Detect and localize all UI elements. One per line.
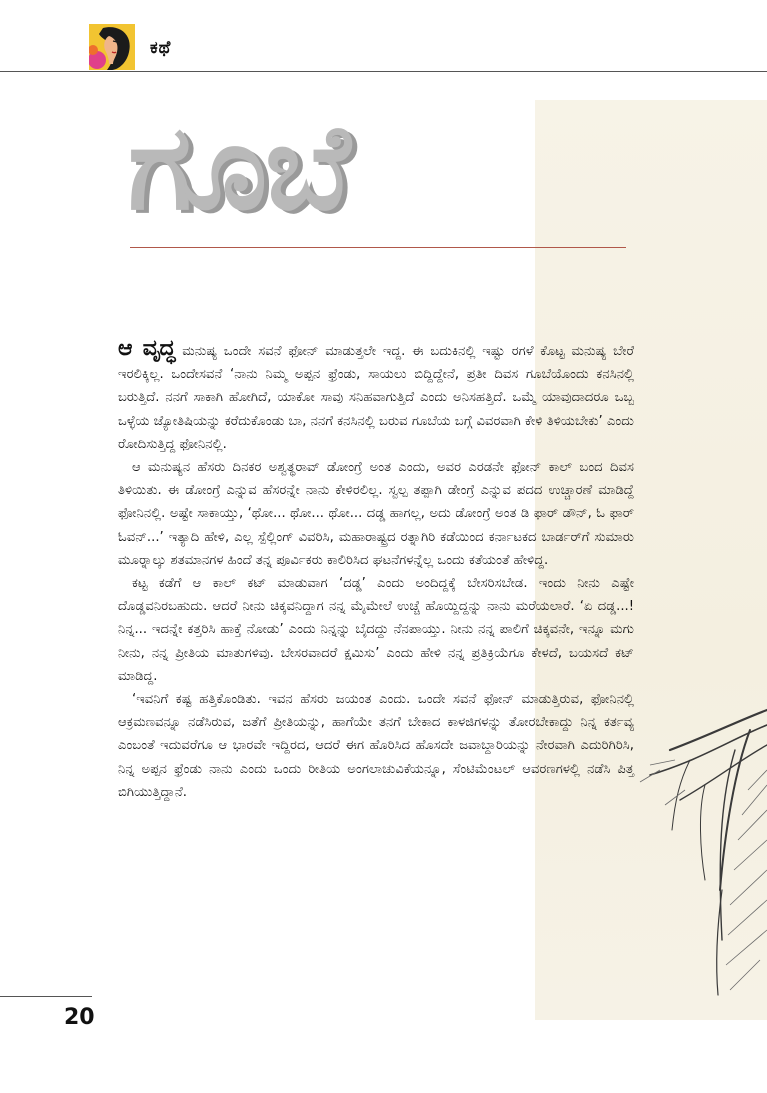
pencil-sketch-branches-icon [630,690,767,1010]
woman-profile-icon [89,24,135,70]
footer-divider [0,996,92,997]
article-body [118,337,634,804]
article-paragraph [118,337,634,456]
page-header [0,0,767,72]
article-paragraph: ‘ಇವನಿಗೆ ಕಷ್ಟ ಹತ್ತಿಕೊಂಡಿತು. ಇವನ ಹೆಸರು ಜಯಂತ ಎಂದು. ಒಂದೇ ಸವನೆ ಫೋನ್ ಮಾಡುತ್ತಿರುವ, ಫೋನಿನಲ್ಲಿ ಆಕ್ರಮಣವನ್ನೂ ನಡೆಸಿರುವ, ಜತೆಗೆ ಪ್ರೀತಿಯನ್ನು, ಹಾಗೆಯೇ ತನಗೆ ಬೇಕಾದ ಕಾಳಜಿಗಳನ್ನು ತೋರಬೇಕಾದ್ದು ನಿನ್ನ ಕರ್ತವ್ಯ ಎಂಬಂತೆ ಇದುವರೆಗೂ ಆ ಭಾರವೇ ಇದ್ದಿರದ, ಆದರೆ ಈಗ ಹೊರಿಸಿದ ಹೊಸದೇ ಜವಾಬ್ದಾರಿಯನ್ನು ನೇರವಾಗಿ ಎದುರಿಗಿರಿಸಿ, ನಿನ್ನ ಅಪ್ಪನ ಫ್ರೆಂಡು ನಾನು ಎಂದು ಒಂದು ರೀತಿಯ ಅಂಗಲಾಚುವಿಕೆಯನ್ನೂ, ಸೆಂಟಿಮೆಂಟಲ್ ಆವರಣಗಳಲ್ಲಿ ನಡೆಸಿ ಪಿತ್ತ ಬಿಗಿಯುತ್ತಿದ್ದಾನೆ. [118,692,634,800]
page-number: 20 [64,1005,95,1030]
article-paragraph: ಕಟ್ಟ ಕಡೆಗೆ ಆ ಕಾಲ್ ಕಟ್ ಮಾಡುವಾಗ ‘ದಡ್ಡ’ ಎಂದು ಅಂದಿದ್ದಕ್ಕೆ ಬೇಸರಿಸಬೇಡ. ಇಂದು ನೀನು ಎಷ್ಟೇ ದೊಡ್ಡವನಿರಬಹುದು. ಆದರೆ ನೀನು ಚಿಕ್ಕವನಿದ್ದಾಗ ನನ್ನ ಮೈಮೇಲೆ ಉಚ್ಚೆ ಹೊಯ್ದಿದ್ದನ್ನು ನಾನು ಮರೆಯಲಾರೆ. ‘ಏ ದಡ್ಡ...! ನಿನ್ನ... ಇದನ್ನೇ ಕತ್ತರಿಸಿ ಹಾಕ್ತೆ ನೋಡು’ ಎಂದು ನಿನ್ನನ್ನು ಬೈದದ್ದು ನೆನಪಾಯ್ತು. ನೀನು ನನ್ನ ಪಾಲಿಗೆ ಚಿಕ್ಕವನೇ, ಇನ್ನೂ ಮಗು ನೀನು, ನನ್ನ ಪ್ರೀತಿಯ ಮಾತುಗಳಿವು. ಬೇಸರವಾದರೆ ಕ್ಷಮಿಸು’ ಎಂದು ಹೇಳಿ ನನ್ನ ಪ್ರತಿಕ್ರಿಯೆಗೂ ಕೇಳದೆ, ಬಯಸದೆ ಕಟ್ ಮಾಡಿದ್ದ. [118,576,634,684]
section-label: ಕಥೆ [150,38,172,58]
article-paragraph: ಆ ಮನುಷ್ಯನ ಹೆಸರು ದಿನಕರ ಅಶ್ವತ್ಥರಾವ್ ಡೋಂಗ್ರೆ ಅಂತ ಎಂದು, ಅವರ ಎರಡನೇ ಫೋನ್ ಕಾಲ್ ಬಂದ ದಿವಸ ತಿಳಿಯಿತು. ಈ ಡೋಂಗ್ರೆ ಎನ್ನುವ ಹೆಸರನ್ನೇ ನಾನು ಕೇಳಿರಲಿಲ್ಲ. ಸ್ವಲ್ಪ ತಪ್ಪಾಗಿ ಡೇಂಗ್ರೆ ಎನ್ನುವ ಪದದ ಉಚ್ಚಾರಣೆ ಮಾಡಿದ್ದೆ ಫೋನಿನಲ್ಲಿ. ಅಷ್ಟೇ ಸಾಕಾಯ್ತು, ‘ಥೋ... ಥೋ... ಥೋ... ದಡ್ಡ ಹಾಗಲ್ಲ, ಅದು ಡೋಂಗ್ರೆ ಅಂತ ಡಿ ಫಾರ್ ಡೌನ್, ಓ ಫಾರ್ ಓವನ್...’ ಇತ್ಯಾದಿ ಹೇಳಿ, ಎಲ್ಲ ಸ್ಪೆಲ್ಲಿಂಗ್ ವಿವರಿಸಿ, ಮಹಾರಾಷ್ಟ್ರದ ರತ್ನಾಗಿರಿ ಕಡೆಯಿಂದ ಕರ್ನಾಟಕದ ಬಾರ್ಡರ್‌ಗೆ ಸುಮಾರು ಮೂರ್‍ನಾಲ್ಕು ಶತಮಾನಗಳ ಹಿಂದೆ ತನ್ನ ಪೂರ್ವಿಕರು ಕಾಲಿರಿಸಿದ ಘಟನೆಗಳನ್ನೆಲ್ಲ ಒಂದು ಕತೆಯಂತೆ ಹೇಳಿದ್ದ. [118,460,634,568]
header-divider [0,71,767,72]
title-divider [130,247,626,248]
dropcap: ಆ ವೃದ್ಧ [118,336,176,361]
article-title: ಗೂಬೆ [128,98,349,236]
paragraph-text: ಮನುಷ್ಯ ಒಂದೇ ಸವನೆ ಫೋನ್ ಮಾಡುತ್ತಲೇ ಇದ್ದ. ಈ ಬದುಕಿನಲ್ಲಿ ಇಷ್ಟು ರಗಳೆ ಕೊಟ್ಟ ಮನುಷ್ಯ ಬೇರೆ ಇರಲಿಕ್ಕಿಲ್ಲ. ಒಂದೇಸವನೆ ‘ನಾನು ನಿಮ್ಮ ಅಪ್ಪನ ಫ್ರೆಂಡು, ಸಾಯಲು ಬಿದ್ದಿದ್ದೇನೆ, ಪ್ರತೀ ದಿವಸ ಗೂಬೆಯೊಂದು ಕನಸಿನಲ್ಲಿ ಬರುತ್ತಿದೆ. ನನಗೆ ಸಾಕಾಗಿ ಹೋಗಿದೆ, ಯಾಕೋ ಸಾವು ಸನಿಹವಾಗುತ್ತಿದೆ ಎಂದು ಅನಿಸಹತ್ತಿದೆ. ಒಮ್ಮೆ ಯಾವುದಾದರೂ ಒಬ್ಬ ಒಳ್ಳೆಯ ಜ್ಯೋತಿಷಿಯನ್ನು ಕರೆದುಕೊಂಡು ಬಾ, ನನಗೆ ಕನಸಿನಲ್ಲಿ ಬರುವ ಗೂಬೆಯ ಬಗ್ಗೆ ವಿವರವಾಗಿ ಕೇಳಿ ತಿಳಿಯಬೇಕು’ ಎಂದು ರೋದಿಸುತ್ತಿದ್ದ ಫೋನಿನಲ್ಲಿ. [118,344,634,452]
